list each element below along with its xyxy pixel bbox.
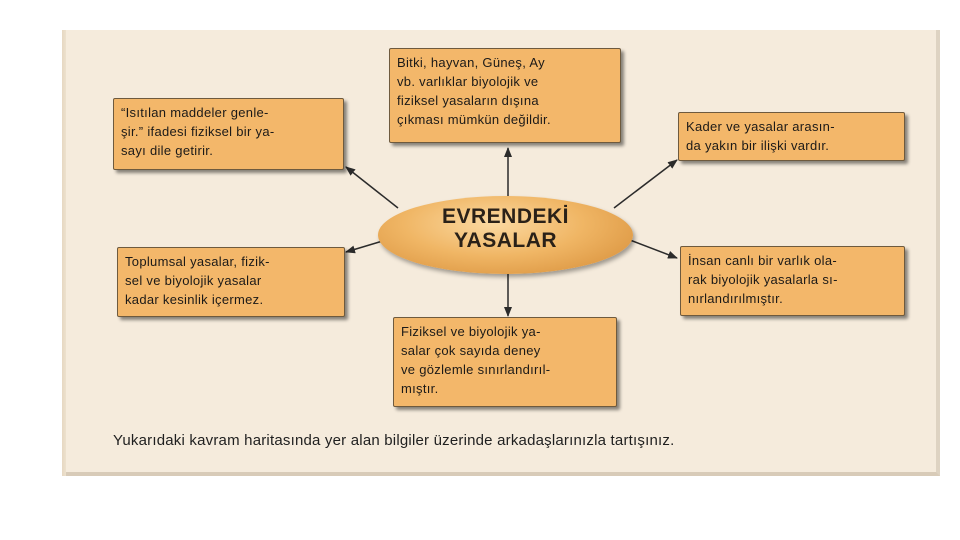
- node-lower-right: [680, 246, 905, 316]
- node-lower-right-line: rak biyolojik yasalarla sı-: [688, 272, 838, 287]
- node-bottom-line: Fiziksel ve biyolojik ya-: [401, 324, 541, 339]
- node-top-line: çıkması mümkün değildir.: [397, 112, 551, 127]
- node-bottom-line: salar çok sayıda deney: [401, 343, 541, 358]
- node-lower-left-line: kadar kesinlik içermez.: [125, 292, 264, 307]
- node-top: [389, 48, 621, 143]
- node-upper-left-line: “Isıtılan maddeler genle-: [121, 105, 269, 120]
- node-bottom-line: mıştır.: [401, 381, 439, 396]
- instruction-text: Yukarıdaki kavram haritasında yer alan bilgiler üzerinde arkadaşlarınızla tartışınız.: [113, 432, 675, 449]
- arrow-to-upper-left: [346, 167, 398, 208]
- node-lower-left: [117, 247, 345, 317]
- node-lower-left-line: Toplumsal yasalar, fizik-: [125, 254, 270, 269]
- node-top-line: Bitki, hayvan, Güneş, Ay: [397, 55, 545, 70]
- node-lower-right-line: nırlandırılmıştır.: [688, 291, 783, 306]
- node-upper-right-line: da yakın bir ilişki vardır.: [686, 138, 830, 153]
- node-bottom: [393, 317, 617, 407]
- node-top-line: vb. varlıklar biyolojik ve: [397, 74, 539, 89]
- node-upper-left-line: sayı dile getirir.: [121, 143, 214, 158]
- central-concept: [378, 196, 633, 274]
- node-lower-right-line: İnsan canlı bir varlık ola-: [688, 253, 837, 268]
- node-bottom-line: ve gözlemle sınırlandırıl-: [401, 362, 551, 377]
- node-upper-left: [113, 98, 344, 170]
- node-top-line: fiziksel yasaların dışına: [397, 93, 539, 108]
- node-upper-left-line: şir.” ifadesi fiziksel bir ya-: [121, 124, 275, 139]
- central-concept-line: EVRENDEKİ: [441, 205, 570, 228]
- arrow-to-upper-right: [614, 160, 677, 208]
- node-upper-right: [678, 112, 905, 161]
- node-lower-left-line: sel ve biyolojik yasalar: [125, 273, 262, 288]
- node-upper-right-line: Kader ve yasalar arasın-: [686, 119, 835, 134]
- central-concept-line: YASALAR: [453, 229, 558, 252]
